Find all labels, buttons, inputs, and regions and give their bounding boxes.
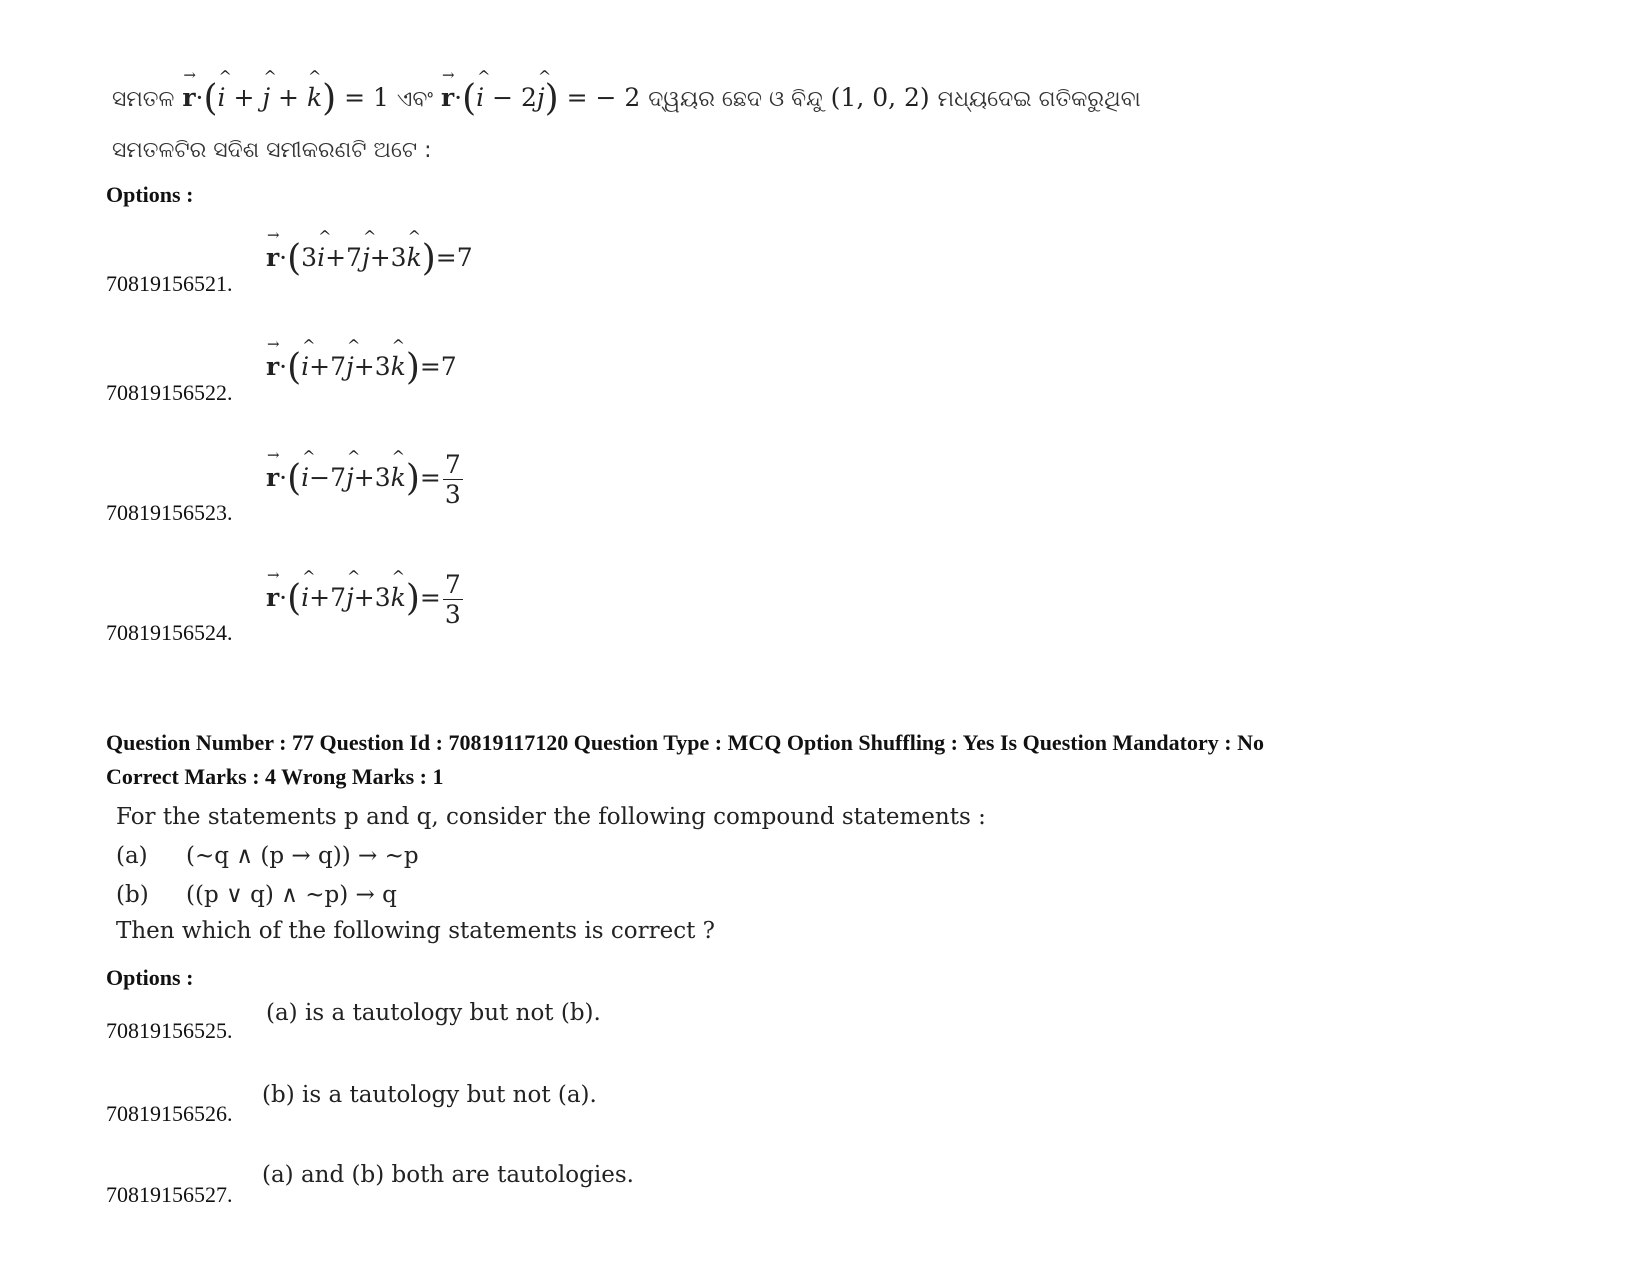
equation-rhs: = − 2 [566,83,641,112]
statement-a-label: (a) [116,843,148,869]
point-coordinates: (1, 0, 2) [830,83,930,112]
option-id: 70819156521. [106,271,233,296]
q76-options-label: Options : [106,182,194,207]
option-expression: → r·(3^ i+7^ j+3^ k)=7 [266,238,473,279]
statement-a-expression: (~q ∧ (p → q)) → ~p [186,843,419,869]
option-expression: → r·(^ i−7^ j+3^ k)= $\frac{7}{3}$ [266,452,463,507]
statement-b-expression: ((p ∨ q) ∧ ~p) → q [186,882,397,908]
odia-text: ଦ୍ୱୟର ଛେଦ ଓ ବିନ୍ଦୁ [648,87,823,112]
odia-text: ଏବଂ [396,87,433,112]
odia-text: ମଧ୍ୟଦେଇ ଗତିକରୁଥିବା [937,87,1141,112]
option-text: (a) and (b) both are tautologies. [262,1162,634,1188]
question-text: Then which of the following statements is correct ? [116,918,715,944]
option-id: 70819156527. [106,1182,233,1207]
option-id: 70819156525. [106,1018,233,1043]
vector-r: → r [182,83,195,112]
option-id: 70819156523. [106,500,233,525]
q77-options-label: Options : [106,965,194,990]
fraction: $\frac{7}{3}$ [444,450,461,509]
option-expression: → r·(^ i+7^ j+3^ k)=7 [266,347,457,388]
option-id: 70819156522. [106,380,233,405]
statement-b-label: (b) [116,882,149,908]
option-id: 70819156526. [106,1101,233,1126]
vector-r: → r [441,83,454,112]
odia-text: ସମତଳ [112,87,175,112]
fraction: $\frac{7}{3}$ [444,570,461,629]
question-stem: For the statements p and q, consider the following compound statements : [116,804,986,830]
option-id: 70819156524. [106,620,233,645]
option-text: (b) is a tautology but not (a). [262,1082,597,1108]
equation-rhs: = 1 [344,83,389,112]
question-meta-line-1: Question Number : 77 Question Id : 70819117120 Question Type : MCQ Option Shuffling : Yes Is Question Mandatory : No [106,730,1264,755]
option-expression: → r·(^ i+7^ j+3^ k)= $\frac{7}{3}$ [266,572,463,627]
q76-stem-line-2: ସମତଳଟିର ସଦିଶ ସମୀକରଣଟି ଅଟେ : [112,138,432,163]
option-text: (a) is a tautology but not (b). [266,1000,601,1026]
q76-stem-line-1: ସମତଳ → r·(^ i + ^ j + ^ k) = 1 ଏବଂ → r·(^ i − 2^ j) = − 2 ଦ୍ୱୟର ଛେଦ ଓ ବିନ୍ଦୁ (1, 0, 2) ମଧ୍ୟଦେଇ ଗତିକରୁଥିବା [112,78,1141,119]
question-meta-line-2: Correct Marks : 4 Wrong Marks : 1 [106,764,444,789]
